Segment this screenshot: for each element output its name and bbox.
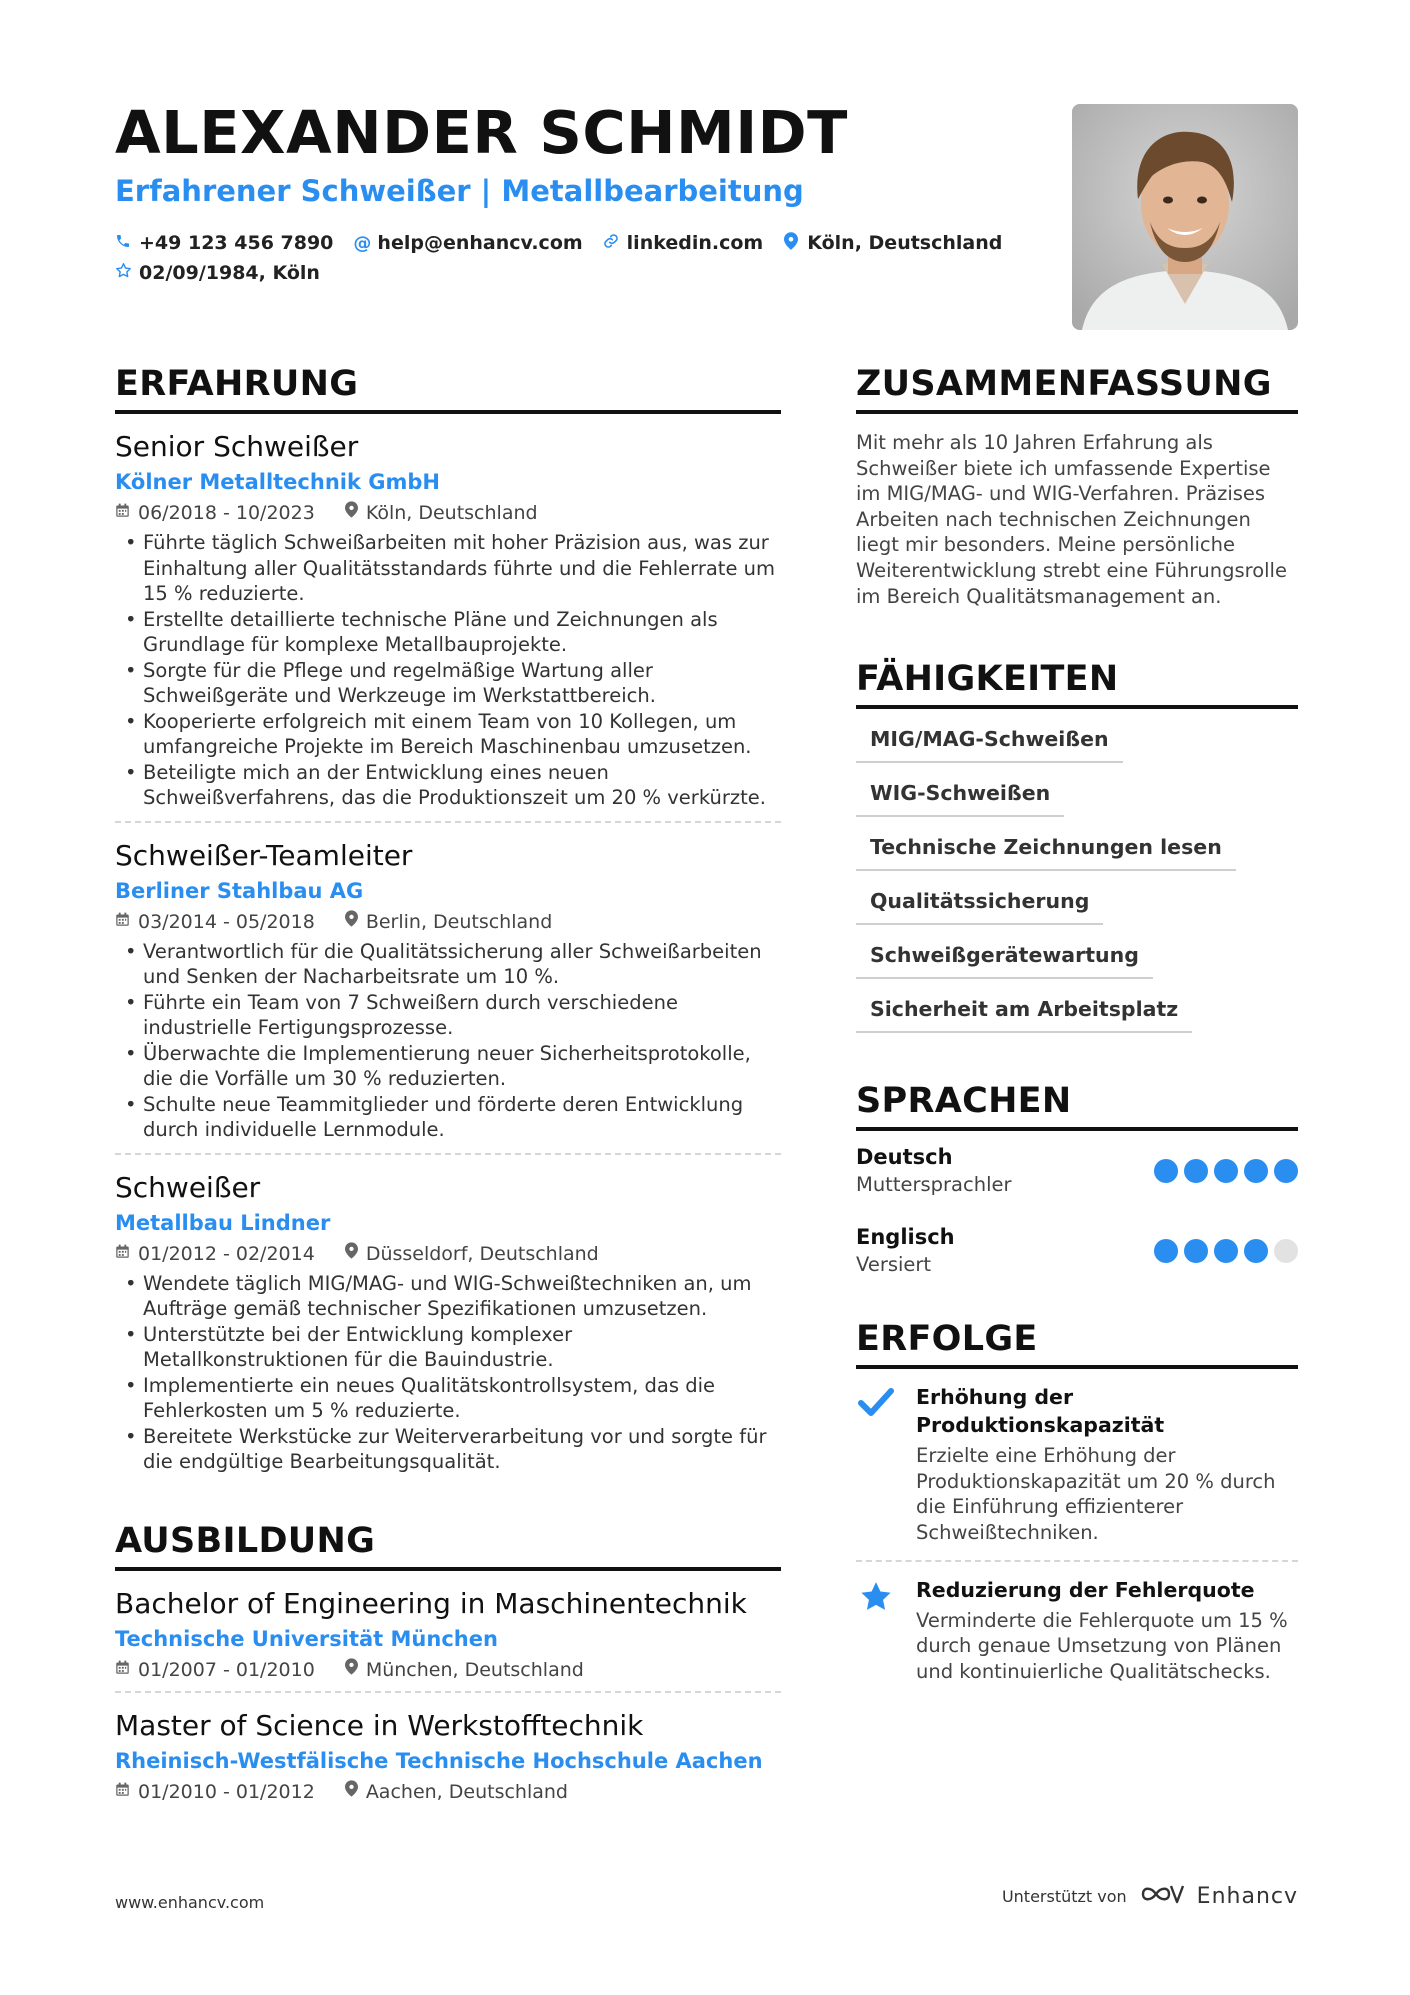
location-pin-icon bbox=[345, 1239, 358, 1269]
contact-row-2 bbox=[115, 258, 1015, 288]
profile-photo bbox=[1072, 104, 1298, 330]
achievement-title: Reduzierung der Fehlerquote bbox=[916, 1577, 1255, 1602]
language-level: Versiert bbox=[856, 1253, 932, 1277]
location-text: Köln, Deutschland bbox=[807, 232, 1003, 254]
job-bullet: • Erstellte detaillierte technische Pläne und Zeichnungen als Grundlage für komplexe Metallbauprojekte. bbox=[115, 607, 781, 658]
calendar-icon bbox=[115, 907, 130, 937]
checkmark-icon bbox=[856, 1383, 896, 1545]
location-pin-icon bbox=[345, 498, 358, 528]
language-text bbox=[856, 1143, 1012, 1199]
job-title: Schweißer bbox=[115, 1170, 261, 1204]
degree-title: Bachelor of Engineering in Maschinentechnik bbox=[115, 1586, 747, 1620]
language-level: Muttersprachler bbox=[856, 1173, 1012, 1197]
rating-dot-filled bbox=[1214, 1159, 1238, 1183]
achievements-section-title: ERFOLGE bbox=[856, 1319, 1298, 1369]
birth-text: 02/09/1984, Köln bbox=[139, 262, 320, 284]
experience-section-title: ERFAHRUNG bbox=[115, 364, 781, 414]
job-location bbox=[345, 1239, 599, 1269]
job-dates-text: 03/2014 - 05/2018 bbox=[138, 910, 315, 933]
location-pin-icon bbox=[345, 907, 358, 937]
job-title: Schweißer-Teamleiter bbox=[115, 838, 413, 872]
school-name: Rheinisch-Westfälische Technische Hochschule Aachen bbox=[115, 1748, 763, 1773]
achievement-item bbox=[856, 1369, 1298, 1561]
degree-title: Master of Science in Werkstofftechnik bbox=[115, 1708, 644, 1742]
footer-branding bbox=[1002, 1882, 1298, 1910]
job-location-text: Berlin, Deutschland bbox=[365, 910, 553, 933]
email-text[interactable]: help@enhancv.com bbox=[377, 232, 583, 254]
education-dates-text: 01/2010 - 01/2012 bbox=[138, 1780, 315, 1803]
star-icon bbox=[856, 1576, 896, 1685]
education-meta bbox=[115, 1777, 781, 1807]
location-pin-icon bbox=[345, 1777, 358, 1807]
skill-tag: Sicherheit am Arbeitsplatz bbox=[856, 997, 1192, 1033]
rating-dot-filled bbox=[1214, 1239, 1238, 1263]
job-bullets bbox=[115, 939, 781, 1143]
job-bullet: • Führte täglich Schweißarbeiten mit hoher Präzision aus, was zur Einhaltung aller Qualitätsstandards führte und die Fehlerrate um 15 % reduzierte. bbox=[115, 530, 781, 607]
rating-dot-filled bbox=[1244, 1239, 1268, 1263]
experience-item bbox=[115, 414, 781, 823]
rating-dot-filled bbox=[1154, 1239, 1178, 1263]
education-section-title: AUSBILDUNG bbox=[115, 1521, 781, 1571]
language-name: Englisch bbox=[856, 1225, 955, 1250]
candidate-headline: Erfahrener Schweißer | Metallbearbeitung bbox=[115, 174, 804, 208]
skills-section-title: FÄHIGKEITEN bbox=[856, 659, 1298, 709]
achievement-description: Erzielte eine Erhöhung der Produktionskapazität um 20 % durch die Einführung effizienterer Schweißtechniken. bbox=[916, 1444, 1276, 1544]
experience-item bbox=[115, 1155, 781, 1485]
right-column bbox=[856, 364, 1298, 1698]
job-bullet: • Führte ein Team von 7 Schweißern durch verschiedene industrielle Fertigungsprozesse. bbox=[115, 990, 781, 1041]
job-location bbox=[345, 907, 552, 937]
job-bullet: • Verantwortlich für die Qualitätssicherung aller Schweißarbeiten und Senken der Nacharbeitsrate um 10 %. bbox=[115, 939, 781, 990]
achievement-content bbox=[916, 1383, 1298, 1545]
achievement-item bbox=[856, 1562, 1298, 1699]
summary-text: Mit mehr als 10 Jahren Erfahrung als Schweißer biete ich umfassende Expertise im MIG/MAG- und WIG-Verfahren. Präzises Arbeiten nach technischen Zeichnungen liegt mir besonders. Meine persönliche Weiterentwicklung strebt eine Führungsrolle im Bereich Qualitätsmanagement an. bbox=[856, 431, 1287, 608]
job-location-text: Düsseldorf, Deutschland bbox=[365, 1242, 599, 1265]
powered-by-text: Unterstützt von bbox=[1001, 1886, 1127, 1906]
rating-dot-empty bbox=[1274, 1239, 1298, 1263]
calendar-icon bbox=[115, 498, 130, 528]
phone-icon bbox=[115, 233, 131, 254]
job-bullet: • Überwachte die Implementierung neuer Sicherheitsprotokolle, die die Vorfälle um 30 % reduzierten. bbox=[115, 1041, 781, 1092]
linkedin-item[interactable] bbox=[603, 232, 764, 254]
job-meta bbox=[115, 1239, 781, 1269]
job-bullet: • Sorgte für die Pflege und regelmäßige Wartung aller Schweißgeräte und Werkzeuge im Werkstattbereich. bbox=[115, 658, 781, 709]
job-meta bbox=[115, 498, 781, 528]
language-rating bbox=[1154, 1159, 1298, 1183]
skill-tag: MIG/MAG-Schweißen bbox=[856, 727, 1123, 763]
job-dates bbox=[115, 498, 315, 528]
language-rating bbox=[1154, 1239, 1298, 1263]
job-bullet: • Bereitete Werkstücke zur Weiterverarbeitung vor und sorgte für die endgültige Bearbeitungsqualität. bbox=[115, 1424, 781, 1475]
language-item bbox=[856, 1143, 1298, 1211]
enhancv-logo-icon bbox=[1139, 1882, 1185, 1910]
job-bullets bbox=[115, 1271, 781, 1475]
email-item[interactable] bbox=[353, 232, 582, 254]
education-item bbox=[115, 1693, 781, 1813]
achievement-title: Erhöhung der Produktionskapazität bbox=[916, 1385, 1165, 1438]
job-bullet: • Kooperierte erfolgreich mit einem Team von 10 Kollegen, um umfangreiche Projekte im Bereich Maschinenbau umzusetzen. bbox=[115, 709, 781, 760]
job-bullets bbox=[115, 530, 781, 811]
location-pin-icon bbox=[783, 232, 799, 255]
education-location-text: München, Deutschland bbox=[365, 1658, 584, 1681]
education-meta bbox=[115, 1655, 781, 1685]
calendar-icon bbox=[115, 1777, 130, 1807]
job-bullet: • Wendete täglich MIG/MAG- und WIG-Schweißtechniken an, um Aufträge gemäß technischer Spezifikationen umzusetzen. bbox=[115, 1271, 781, 1322]
job-bullet: • Unterstützte bei der Entwicklung komplexer Metallkonstruktionen für die Bauindustrie. bbox=[115, 1322, 781, 1373]
education-location-text: Aachen, Deutschland bbox=[365, 1780, 568, 1803]
summary-section-title: ZUSAMMENFASSUNG bbox=[856, 364, 1298, 414]
skill-tag: Technische Zeichnungen lesen bbox=[856, 835, 1236, 871]
phone-item bbox=[115, 232, 333, 254]
left-column bbox=[115, 364, 781, 1813]
calendar-icon bbox=[115, 1239, 130, 1269]
rating-dot-filled bbox=[1244, 1159, 1268, 1183]
skill-tag: Qualitätssicherung bbox=[856, 889, 1103, 925]
job-company: Metallbau Lindner bbox=[115, 1210, 331, 1235]
skills-list bbox=[856, 727, 1298, 1033]
location-pin-icon bbox=[345, 1655, 358, 1685]
at-icon: @ bbox=[353, 232, 372, 254]
link-icon bbox=[603, 233, 619, 254]
job-dates-text: 06/2018 - 10/2023 bbox=[138, 502, 315, 524]
education-dates bbox=[115, 1777, 315, 1807]
profile-portrait-illustration bbox=[1072, 104, 1298, 330]
job-title: Senior Schweißer bbox=[115, 430, 359, 463]
star-outline-icon bbox=[115, 262, 131, 284]
brand-name: Enhancv bbox=[1196, 1883, 1298, 1909]
languages-section-title: SPRACHEN bbox=[856, 1081, 1298, 1131]
calendar-icon bbox=[115, 1655, 130, 1685]
job-bullet: • Schulte neue Teammitglieder und förderte deren Entwicklung durch individuelle Lernmodule. bbox=[115, 1092, 781, 1143]
language-item bbox=[856, 1223, 1298, 1291]
job-meta bbox=[115, 907, 781, 937]
language-name: Deutsch bbox=[856, 1145, 953, 1170]
rating-dot-filled bbox=[1274, 1159, 1298, 1183]
phone-text: +49 123 456 7890 bbox=[139, 232, 334, 254]
rating-dot-filled bbox=[1184, 1239, 1208, 1263]
achievement-description: Verminderte die Fehlerquote um 15 % durch genaue Umsetzung von Plänen und kontinuierliche Qualitätschecks. bbox=[916, 1608, 1288, 1683]
contact-row-1 bbox=[115, 228, 1015, 258]
birth-item bbox=[115, 262, 320, 284]
job-bullet: • Beteiligte mich an der Entwicklung eines neuen Schweißverfahrens, das die Produktionszeit um 20 % verkürzte. bbox=[115, 760, 781, 811]
candidate-name: ALEXANDER SCHMIDT bbox=[115, 98, 848, 167]
job-company: Kölner Metalltechnik GmbH bbox=[115, 470, 440, 494]
education-dates bbox=[115, 1655, 315, 1685]
education-dates-text: 01/2007 - 01/2010 bbox=[138, 1658, 315, 1681]
footer-website[interactable]: www.enhancv.com bbox=[115, 1893, 265, 1912]
rating-dot-filled bbox=[1154, 1159, 1178, 1183]
job-company: Berliner Stahlbau AG bbox=[115, 878, 364, 903]
school-name: Technische Universität München bbox=[115, 1626, 498, 1651]
skill-tag: WIG-Schweißen bbox=[856, 781, 1064, 817]
experience-item bbox=[115, 823, 781, 1155]
job-location bbox=[345, 498, 538, 528]
education-item bbox=[115, 1571, 781, 1693]
contact-info bbox=[115, 228, 1015, 288]
language-text bbox=[856, 1223, 955, 1279]
education-location bbox=[345, 1655, 584, 1685]
job-dates-text: 01/2012 - 02/2014 bbox=[138, 1242, 315, 1265]
job-dates bbox=[115, 907, 315, 937]
linkedin-text[interactable]: linkedin.com bbox=[626, 232, 764, 254]
rating-dot-filled bbox=[1184, 1159, 1208, 1183]
job-location-text: Köln, Deutschland bbox=[365, 502, 538, 524]
skill-tag: Schweißgerätewartung bbox=[856, 943, 1153, 979]
achievement-content bbox=[916, 1576, 1298, 1685]
job-dates bbox=[115, 1239, 315, 1269]
location-item bbox=[783, 232, 1002, 255]
education-location bbox=[345, 1777, 568, 1807]
job-bullet: • Implementierte ein neues Qualitätskontrollsystem, das die Fehlerkosten um 5 % reduzierte. bbox=[115, 1373, 781, 1424]
